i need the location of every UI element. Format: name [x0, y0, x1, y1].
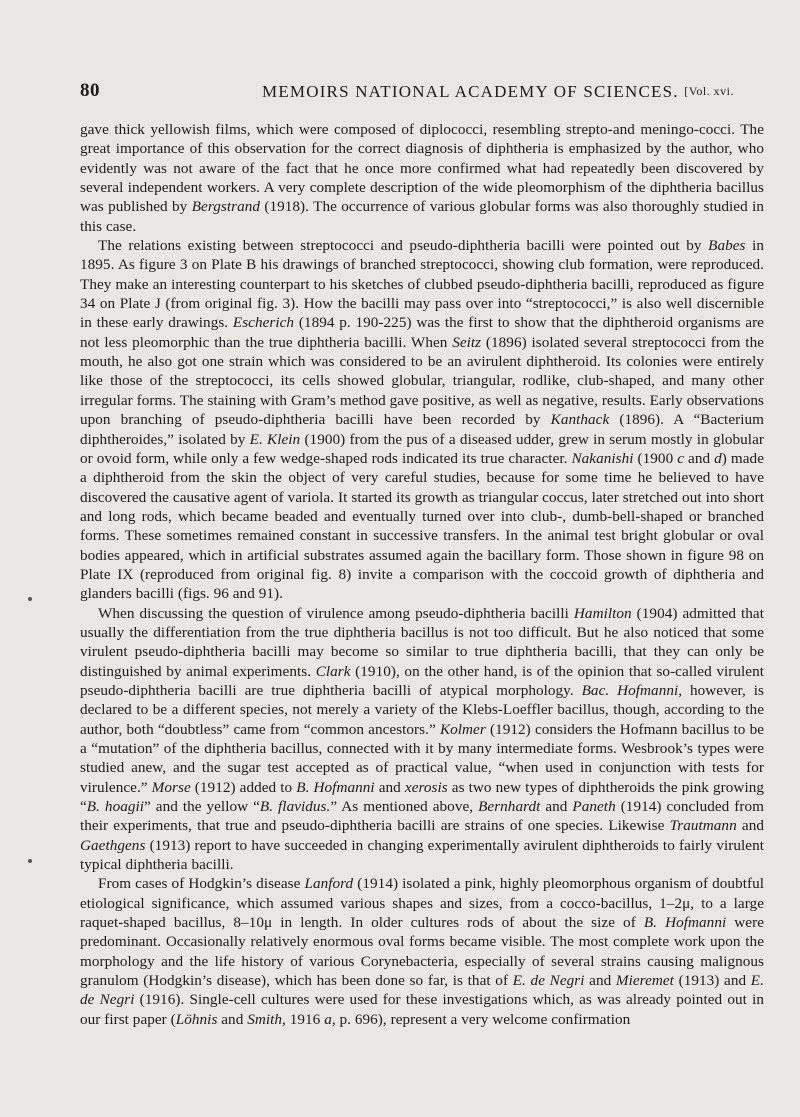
species-name: Bac. Hofmanni, — [581, 681, 683, 699]
author-name: Mieremet — [615, 972, 674, 990]
margin-speck — [28, 859, 32, 863]
species-name: B. Hofmanni — [296, 778, 375, 796]
paragraph-3: When discussing the question of virulence among pseudo-diphtheria bacilli Hamilton (1904) admitted that usually the differentiation from the true diphtheria bacillus is not too difficult. But he also noticed that some virulent pseudo-diphtheria bacilli may become so similar to true diphtheria bacilli, that they can only be distinguished by animal experiments. Clark (1910), on the other hand, is of the opinion that so-called virulent pseudo-diphtheria bacilli are true diphtheria bacilli of atypical morphology. Bac. Hofmanni, however, is declared to be a different species, not merely a variety of the Klebs-Loeffler bacillus, though, according to the author, both “doubtless” came from “common ancestors.” Kolmer (1912) considers the Hofmann bacillus to be a “mutation” of the diphtheria bacillus, connected with it by many intermediate forms. Wesbrook’s types were studied anew, and the sugar test accepted as of practical value, “when used in conjunction with tests for virulence.” Morse (1912) added to B. Hofmanni and xerosis as two new types of diphtheroids the pink growing “B. hoagii” and the yellow “B. flavidus.” As mentioned above, Bernhardt and Paneth (1914) concluded from their experiments, that true and pseudo-diphtheria bacilli are strains of one species. Likewise Trautmann and Gaethgens (1913) report to have succeeded in changing experimentally avirulent diphtheroids to fairly virulent typical diphtheria bacilli. — [80, 604, 765, 874]
author-name: Morse — [151, 778, 191, 796]
body-text — [80, 120, 764, 1029]
volume-label: [Vol. xvi. — [684, 84, 734, 98]
author-name: Seitz — [452, 333, 482, 351]
journal-title: MEMOIRS NATIONAL ACADEMY OF SCIENCES. — [262, 82, 679, 101]
paragraph-2: The relations existing between streptococci and pseudo-diphtheria bacilli were pointed out by Babes in 1895. As figure 3 on Plate B his drawings of branched streptococci, showing club formation, were reproduced. They make an interesting counterpart to his sketches of clubbed pseudo-diphtheria bacilli, reproduced as figure 34 on Plate J (from original fig. 3). How the bacilli may pass over into “streptococci,” is also well discernible in these early drawings. Escherich (1894 p. 190-225) was the first to show that the diphtheroid organisms are not less pleomorphic than the true diphtheria bacilli. When Seitz (1896) isolated several streptococci from the mouth, he also got one strain which was considered to be an avirulent diphtheroid. Its colonies were entirely like those of the streptococci, its cells showed globular, triangular, rodlike, club-shaped, and many other irregular forms. The staining with Gram’s method gave positive, as well as negative, results. Early observations upon branching of pseudo-diphtheria bacilli have been recorded by Kanthack (1896). A “Bacterium diphtheroides,” isolated by E. Klein (1900) from the pus of a diseased udder, grew in serum mostly in globular or ovoid form, while only a few wedge-shaped rods indicated its true character. Nakanishi (1900 c and d) made a diphtheroid from the skin the object of very careful studies, because for some time he believed to have discovered the causative agent of variola. It started its growth as triangular coccus, later stretched out into short and long rods, which became beaded and eventually turned over into club-, dumb-bell-shaped or branched forms. These sometimes remained constant in successive transfers. In the animal test bright globular or oval bodies appeared, which in artificial substrates assumed again the bacillary form. Those shown in figure 98 on Plate IX (reproduced from original fig. 8) invite a comparison with the coccoid growth of diphtheria and glanders bacilli (figs. 96 and 91). — [80, 237, 765, 603]
paragraph-1: gave thick yellowish films, which were composed of diplococci, resembling strepto-and meningo-cocci. The great importance of this observation for the correct diagnosis of diphtheria is emphasized by the author, who evidently was not aware of the fact that he once more confirmed what had repeatedly been discovered by several independent workers. A very complete description of the wide pleomorphism of the diphtheria bacillus was published by Bergstrand (1918). The occurrence of various globular forms was also thoroughly studied in this case. — [80, 121, 765, 235]
species-name: B. hoagii — [86, 798, 145, 816]
author-name: Paneth — [572, 798, 616, 816]
author-name: Trautmann — [669, 817, 737, 835]
author-name: Babes — [708, 237, 746, 255]
author-name: E. de Negri — [512, 972, 585, 990]
author-name: E. de Negri — [80, 972, 764, 1009]
author-name: Escherich — [232, 314, 295, 332]
margin-speck — [28, 597, 32, 601]
author-name: Löhnis — [175, 1010, 218, 1028]
author-name: Bernhardt — [478, 798, 541, 816]
author-name: Hamilton — [573, 604, 632, 622]
author-name: Lanford — [304, 875, 354, 893]
page-number: 80 — [80, 80, 100, 101]
author-name: Nakanishi — [571, 449, 634, 467]
species-name: B. Hofmanni — [643, 914, 727, 932]
author-name: Clark — [315, 662, 351, 680]
author-name: Smith, — [247, 1010, 286, 1028]
running-header — [80, 80, 756, 110]
author-name: Kolmer — [439, 720, 486, 738]
author-name: Gaethgens — [80, 836, 146, 854]
citation-letter: d — [714, 449, 722, 467]
species-name: xerosis — [404, 778, 448, 796]
species-name: B. flavidus. — [259, 798, 331, 816]
citation-letter: a, — [324, 1010, 336, 1028]
author-name: Kanthack — [550, 411, 610, 429]
paragraph-4: From cases of Hodgkin’s disease Lanford (1914) isolated a pink, highly pleomorphous organism of doubtful etiological significance, which assumed various shapes and sizes, from a cocco-bacillus, 1–2μ, to a large raquet-shaped bacillus, 8–10μ in length. In older cultures rods of about the size of B. Hofmanni were predominant. Occasionally relatively enormous oval forms became visible. The most complete work upon the morphology and the life history of various Corynebacteria, especially of several strains causing malignous granulom (Hodgkin’s disease), which has been done so far, is that of E. de Negri and Mieremet (1913) and E. de Negri (1916). Single-cell cultures were used for these investigations which, as was already pointed out in our first paper (Löhnis and Smith, 1916 a, p. 696), represent a very welcome confirmation — [80, 875, 765, 1028]
author-name: Bergstrand — [191, 198, 260, 216]
citation-letter: c — [677, 449, 685, 467]
author-name: E. Klein — [249, 430, 301, 448]
